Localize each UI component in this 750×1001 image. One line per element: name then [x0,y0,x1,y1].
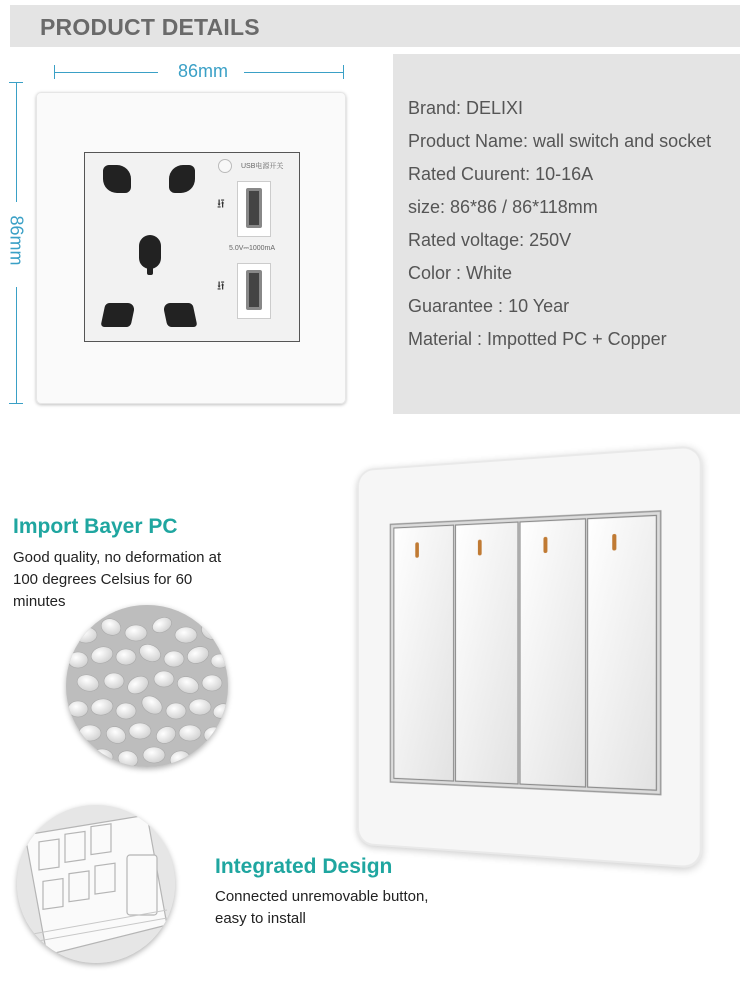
feature-desc-bayer-pc [13,547,221,613]
feature-title-bayer-pc: Import Bayer PC [13,515,178,538]
outlet-hole-icon [103,165,131,193]
dimension-tick-bottom [9,403,23,404]
spec-material: Material : Impotted PC + Copper [408,329,667,349]
width-label: 86mm [177,61,228,81]
dimension-line-right [244,72,344,73]
four-gang-switch-image [357,445,702,869]
usb-slot [246,270,262,310]
feature-desc-line: Connected unremovable button, [215,888,429,905]
spec-guarantee: Guarantee : 10 Year [408,296,570,316]
height-dimension [5,82,27,404]
usb-slot [246,188,262,228]
outlet-pin-icon [147,265,153,275]
dimension-line-bottom [16,287,17,404]
spec-size: size: 86*86 / 86*118mm [408,197,598,217]
spec-rated-voltage: Rated voltage: 250V [408,230,572,250]
usb-port-bottom [237,263,271,319]
feature-desc-line: 100 degrees Celsius for 60 [13,571,193,588]
outlet-hole-icon [100,303,135,327]
spec-panel [393,54,740,414]
usb-output-label: 5.0V⎓1000mA [229,245,276,252]
spec-rated-current: Rated Cuurent: 10-16A [408,164,594,184]
usb-port-top [237,181,271,237]
spec-brand: Brand: DELIXI [408,98,524,118]
integrated-structure-image [17,805,175,963]
spec-color: Color : White [408,263,513,283]
width-dimension [54,62,344,82]
structure-illustration [17,805,175,963]
outlet-hole-icon [169,165,195,193]
usb-icon: ⭿ [217,279,225,293]
dimension-line-top [16,82,17,202]
header-band [10,5,740,47]
spec-product-name: Product Name: wall switch and socket [408,131,712,151]
feature-desc-line: Good quality, no deformation at [13,549,222,566]
feature-desc-integrated-design [215,886,428,930]
indicator-led [218,159,232,173]
socket-plate-image [36,92,346,404]
feature-desc-line: easy to install [215,910,306,927]
switch-illustration [357,445,702,869]
dimension-tick-right [343,65,344,79]
socket-panel [84,152,300,342]
usb-icon: ⭿ [217,197,225,211]
outlet-hole-icon [139,235,161,269]
usb-switch-label: USB电源开关 [241,163,284,170]
page-title: PRODUCT DETAILS [40,14,260,40]
feature-title-integrated-design: Integrated Design [215,855,393,878]
outlet-hole-icon [162,303,197,327]
pellets-illustration [66,605,228,767]
dimension-line-left [54,72,158,73]
feature-desc-line: minutes [13,593,66,610]
height-label: 86mm [6,215,27,266]
pc-pellets-image [66,605,228,767]
